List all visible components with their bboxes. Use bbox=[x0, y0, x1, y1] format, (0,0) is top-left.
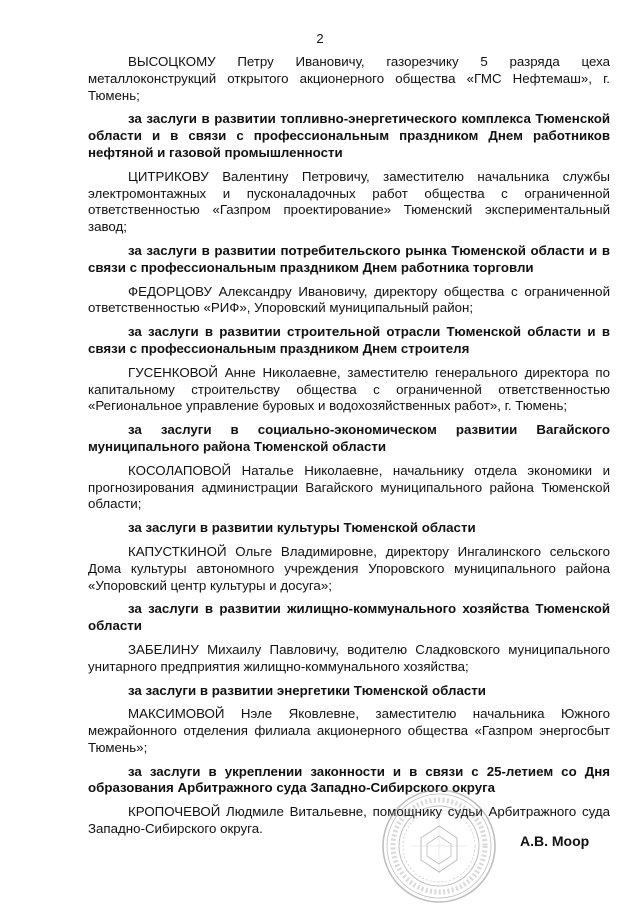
page-number: 2 bbox=[316, 31, 324, 46]
recipient-paragraph: ГУСЕНКОВОЙ Анне Николаевне, заместителю генерального директора по капитальному строительству общества с ограниченной ответственностью «Региональное управление буровых и водохозяйственных работ», г. Тюмень; bbox=[88, 364, 610, 414]
recipient-paragraph: МАКСИМОВОЙ Нэле Яковлевне, заместителю начальника Южного межрайонного отделения филиала акционерного общества «Газпром энергосбыт Тюмень»; bbox=[88, 706, 610, 755]
document-body bbox=[88, 54, 610, 845]
recipient-paragraph: КОСОЛАПОВОЙ Наталье Николаевне, начальнику отдела экономики и прогнозирования администрации Вагайского муниципального района Тюменской области; bbox=[88, 462, 610, 512]
award-reason-heading: за заслуги в развитии жилищно-коммунального хозяйства Тюменской области bbox=[88, 601, 610, 634]
award-reason-heading: за заслуги в развитии культуры Тюменской области bbox=[128, 520, 476, 536]
recipient-paragraph: ЗАБЕЛИНУ Михаилу Павловичу, водителю Сладковского муниципального унитарного предприятия жилищно-коммунального хозяйства; bbox=[88, 641, 610, 674]
award-reason-heading: за заслуги в развитии потребительского рынка Тюменской области и в связи с профессиональным праздником Днем работника торговли bbox=[88, 242, 610, 275]
recipient-paragraph: ВЫСОЦКОМУ Петру Ивановичу, газорезчику 5 разряда цеха металлоконструкций открытого акционерного общества «ГМС Нефтемаш», г. Тюмень; bbox=[88, 54, 610, 103]
recipient-paragraph: ЦИТРИКОВУ Валентину Петровичу, заместителю начальника службы электромонтажных и пусконаладочных работ общества с ограниченной ответственностью «Газпром проектирование» Тюменский экспериментальный завод; bbox=[88, 168, 610, 235]
award-reason-heading: за заслуги в развитии топливно-энергетического комплекса Тюменской области и в связи с профессиональным праздником Днем работников нефтяной и газовой промышленности bbox=[88, 111, 610, 160]
recipient-paragraph: ФЕДОРЦОВУ Александру Ивановичу, директору общества с ограниченной ответственностью «РИФ», Упоровский муниципальный район; bbox=[88, 283, 610, 316]
award-reason-heading: за заслуги в социально-экономическом развитии Вагайского муниципального района Тюменской области bbox=[88, 422, 610, 454]
award-reason-heading: за заслуги в развитии энергетики Тюменской области bbox=[128, 682, 486, 698]
signature-name: А.В. Моор bbox=[520, 833, 590, 849]
official-seal-icon bbox=[381, 788, 497, 904]
recipient-paragraph: КАПУСТКИНОЙ Ольге Владимировне, директору Ингалинского сельского Дома культуры автономного учреждения Упоровского муниципального района «Упоровский центр культуры и досуга»; bbox=[88, 543, 610, 593]
award-reason-heading: за заслуги в укреплении законности и в связи с 25-летием со Дня образования Арбитражного суда Западно-Сибирского округа bbox=[88, 763, 610, 796]
award-reason-heading: за заслуги в развитии строительной отрасли Тюменской области и в связи с профессиональным праздником Днем строителя bbox=[88, 324, 610, 356]
recipient-paragraph: КРОПОЧЕВОЙ Людмиле Витальевне, помощнику судьи Арбитражного суда Западно-Сибирского округа. bbox=[88, 804, 610, 837]
